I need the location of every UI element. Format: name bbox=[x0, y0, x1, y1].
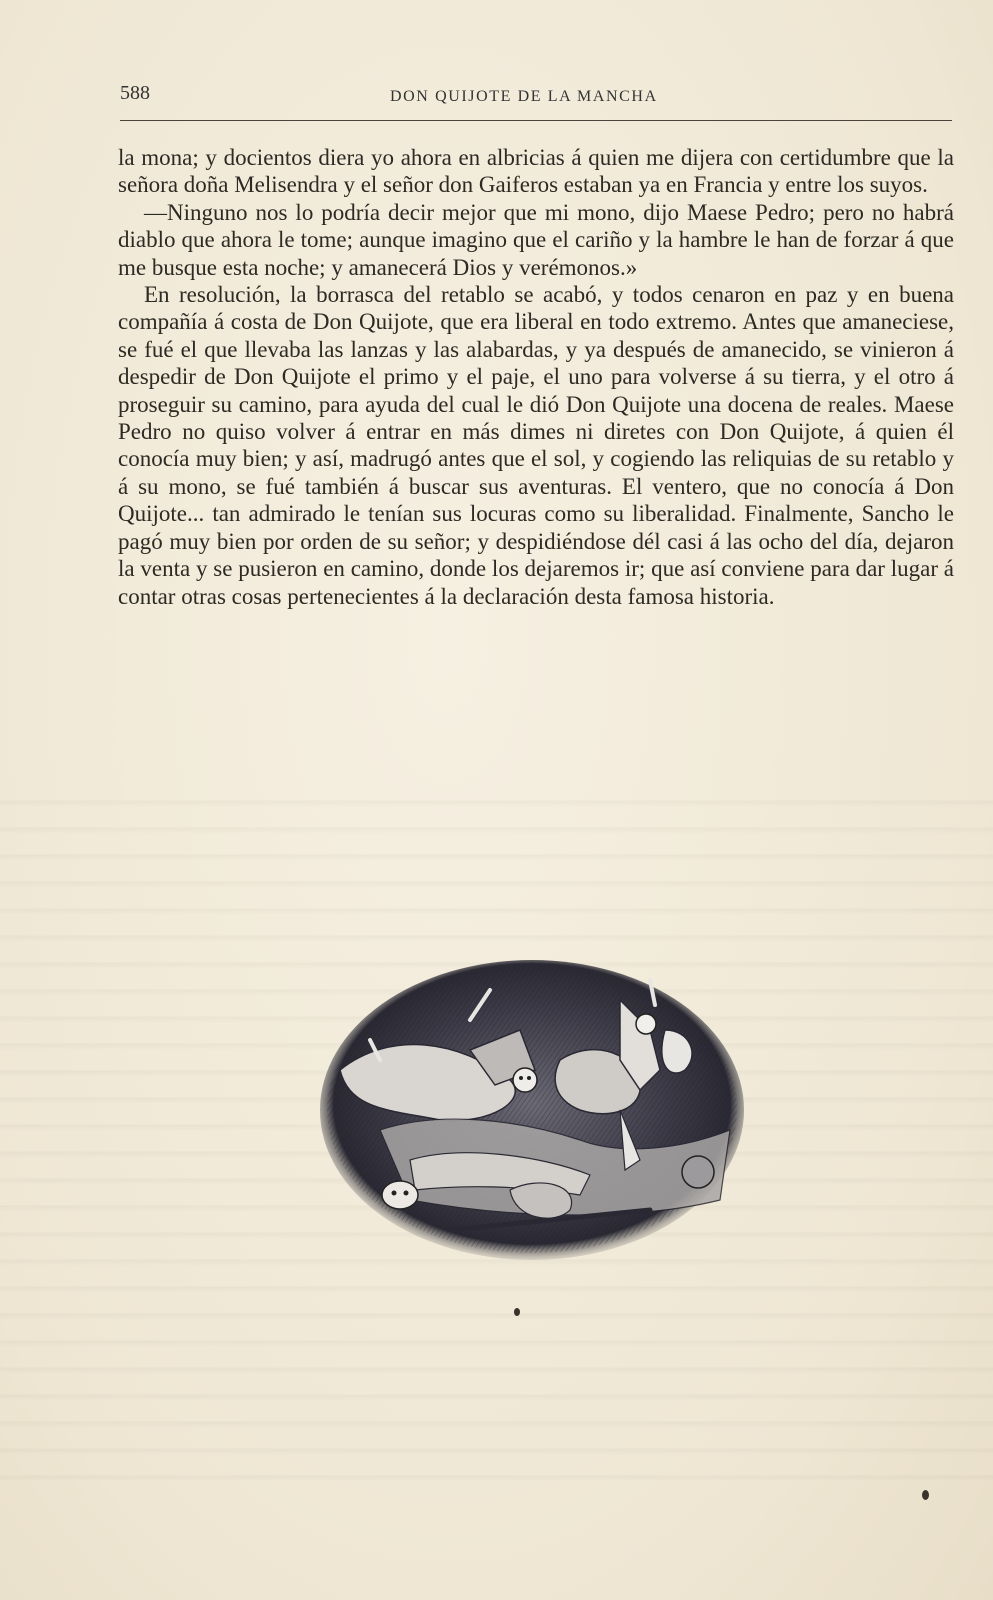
paragraph-3: En resolución, la borrasca del retablo se acabó, y todos cenaron en paz y en buena compañía á costa de Don Quijote, que era liberal en todo extremo. Antes que amaneciese, se fué el que llevaba las lanzas y las alabardas, y ya después de amanecido, se vinieron á despedir de Don Quijote el primo y el paje, el uno para volverse á su tierra, y el otro á proseguir su camino, para ayuda del cual le dió Don Quijote una docena de reales. Maese Pedro no quiso volver á entrar en más dimes ni diretes con Don Quijote, á quien él conocía muy bien; y así, madrugó antes que el sol, y cogiendo las reliquias de su retablo y á su mono, se fué también á buscar sus aventuras. El ventero, que no conocía á Don Quijote... tan admirado le tenían sus locuras como su liberalidad. Finalmente, Sancho le pagó muy bien por orden de su señor; y despidiéndose dél casi á las ocho del día, dejaron la venta y se pusieron en camino, donde los dejaremos ir; que así conviene para dar lugar á contar otras cosas pertenecientes á la declaración desta famosa historia. bbox=[118, 282, 954, 609]
running-title: DON QUIJOTE DE LA MANCHA bbox=[390, 88, 658, 105]
ink-speck bbox=[514, 1308, 520, 1316]
body-text bbox=[118, 144, 954, 610]
ink-speck bbox=[922, 1490, 929, 1500]
engraving-illustration bbox=[320, 960, 750, 1270]
fallen-puppet-head bbox=[382, 1181, 418, 1209]
broken-puppets-engraving bbox=[320, 960, 750, 1270]
page-number: 588 bbox=[120, 82, 150, 104]
puppet-head bbox=[513, 1068, 537, 1092]
page-header bbox=[120, 80, 952, 121]
paragraph-2: —Ninguno nos lo podría decir mejor que mi mono, dijo Maese Pedro; pero no habrá diablo que ahora le tome; aunque imagino que el cariño y la hambre le han de forzar á que me busque esta noche; y amanecerá Dios y verémonos.» bbox=[118, 199, 954, 280]
paragraph-1: la mona; y docientos diera yo ahora en albricias á quien me dijera con certidumbre que la señora doña Melisendra y el señor don Gaiferos estaban ya en Francia y entre los suyos. bbox=[118, 145, 954, 198]
